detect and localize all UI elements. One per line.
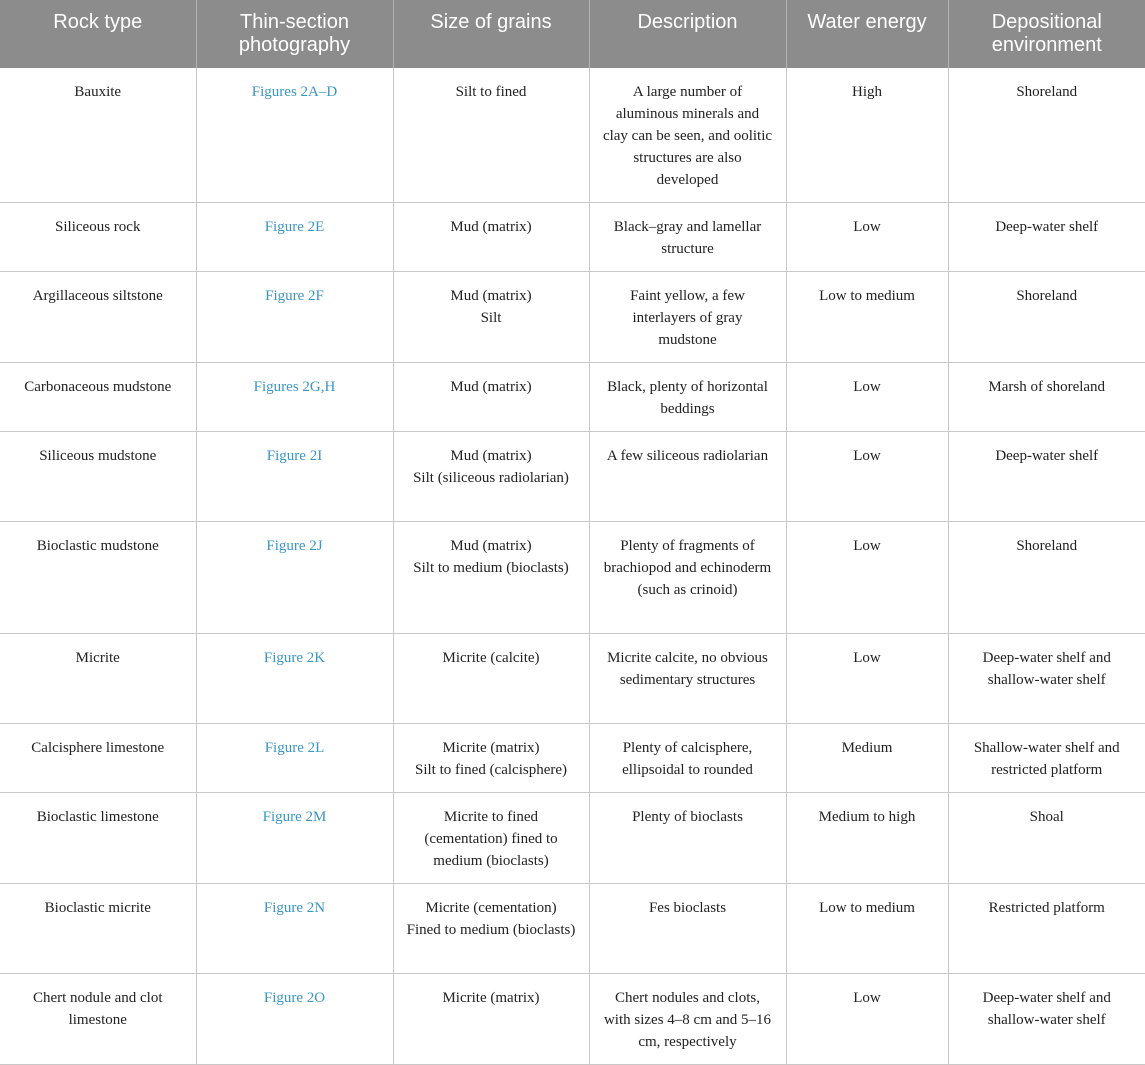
grain-size-cell: Mud (matrix) Silt bbox=[393, 272, 589, 363]
environment-cell: Restricted platform bbox=[948, 884, 1145, 974]
header-rock-type: Rock type bbox=[0, 0, 196, 68]
table-body bbox=[0, 68, 1145, 1065]
rock-type-cell: Micrite bbox=[0, 634, 196, 724]
description-cell: Plenty of fragments of brachiopod and echinoderm (such as crinoid) bbox=[589, 522, 786, 634]
rock-type-cell: Chert nodule and clot limestone bbox=[0, 974, 196, 1065]
figure-link[interactable]: Figure 2N bbox=[196, 884, 393, 974]
rock-type-cell: Bioclastic limestone bbox=[0, 793, 196, 884]
environment-cell: Deep-water shelf bbox=[948, 432, 1145, 522]
water-energy-cell: Low bbox=[786, 974, 948, 1065]
header-size-of-grains: Size of grains bbox=[393, 0, 589, 68]
description-cell: Plenty of calcisphere, ellipsoidal to rounded bbox=[589, 724, 786, 793]
header-water-energy: Water energy bbox=[786, 0, 948, 68]
figure-link[interactable]: Figure 2F bbox=[196, 272, 393, 363]
grain-size-cell: Mud (matrix) bbox=[393, 363, 589, 432]
water-energy-cell: Medium to high bbox=[786, 793, 948, 884]
environment-cell: Marsh of shoreland bbox=[948, 363, 1145, 432]
rock-type-cell: Bauxite bbox=[0, 68, 196, 203]
figure-link[interactable]: Figure 2O bbox=[196, 974, 393, 1065]
rock-type-cell: Bioclastic micrite bbox=[0, 884, 196, 974]
figure-link[interactable]: Figure 2K bbox=[196, 634, 393, 724]
description-cell: Fes bioclasts bbox=[589, 884, 786, 974]
figure-link[interactable]: Figures 2G,H bbox=[196, 363, 393, 432]
table-row bbox=[0, 884, 1145, 974]
description-cell: Chert nodules and clots, with sizes 4–8 cm and 5–16 cm, respectively bbox=[589, 974, 786, 1065]
environment-cell: Shoreland bbox=[948, 522, 1145, 634]
description-cell: Micrite calcite, no obvious sedimentary structures bbox=[589, 634, 786, 724]
environment-cell: Deep-water shelf bbox=[948, 203, 1145, 272]
figure-link[interactable]: Figure 2E bbox=[196, 203, 393, 272]
water-energy-cell: Low to medium bbox=[786, 272, 948, 363]
water-energy-cell: Low bbox=[786, 634, 948, 724]
grain-size-cell: Mud (matrix) bbox=[393, 203, 589, 272]
grain-size-cell: Micrite (matrix) Silt to fined (calcisphere) bbox=[393, 724, 589, 793]
header-description: Description bbox=[589, 0, 786, 68]
rock-type-cell: Siliceous rock bbox=[0, 203, 196, 272]
table-row bbox=[0, 522, 1145, 634]
rock-type-cell: Argillaceous siltstone bbox=[0, 272, 196, 363]
description-cell: Plenty of bioclasts bbox=[589, 793, 786, 884]
figure-link[interactable]: Figure 2M bbox=[196, 793, 393, 884]
figure-link[interactable]: Figures 2A–D bbox=[196, 68, 393, 203]
water-energy-cell: Low bbox=[786, 522, 948, 634]
rock-type-cell: Calcisphere limestone bbox=[0, 724, 196, 793]
table-row bbox=[0, 724, 1145, 793]
description-cell: Black–gray and lamellar structure bbox=[589, 203, 786, 272]
grain-size-cell: Mud (matrix) Silt to medium (bioclasts) bbox=[393, 522, 589, 634]
rock-type-cell: Bioclastic mudstone bbox=[0, 522, 196, 634]
description-cell: A large number of aluminous minerals and clay can be seen, and oolitic structures are also developed bbox=[589, 68, 786, 203]
table-row bbox=[0, 793, 1145, 884]
environment-cell: Shoreland bbox=[948, 272, 1145, 363]
environment-cell: Shallow-water shelf and restricted platform bbox=[948, 724, 1145, 793]
environment-cell: Shoreland bbox=[948, 68, 1145, 203]
grain-size-cell: Micrite (calcite) bbox=[393, 634, 589, 724]
environment-cell: Shoal bbox=[948, 793, 1145, 884]
table-row bbox=[0, 203, 1145, 272]
grain-size-cell: Micrite (matrix) bbox=[393, 974, 589, 1065]
water-energy-cell: Low to medium bbox=[786, 884, 948, 974]
table-header bbox=[0, 0, 1145, 68]
rock-type-cell: Siliceous mudstone bbox=[0, 432, 196, 522]
grain-size-cell: Micrite (cementation) Fined to medium (bioclasts) bbox=[393, 884, 589, 974]
table-row bbox=[0, 272, 1145, 363]
water-energy-cell: Medium bbox=[786, 724, 948, 793]
grain-size-cell: Micrite to fined (cementation) fined to medium (bioclasts) bbox=[393, 793, 589, 884]
figure-link[interactable]: Figure 2I bbox=[196, 432, 393, 522]
table-row bbox=[0, 363, 1145, 432]
header-thin-section-photography: Thin-section photography bbox=[196, 0, 393, 68]
description-cell: Faint yellow, a few interlayers of gray mudstone bbox=[589, 272, 786, 363]
table-row bbox=[0, 974, 1145, 1065]
header-row bbox=[0, 0, 1145, 68]
grain-size-cell: Silt to fined bbox=[393, 68, 589, 203]
table-row bbox=[0, 68, 1145, 203]
table-row bbox=[0, 634, 1145, 724]
water-energy-cell: Low bbox=[786, 363, 948, 432]
header-depositional-environment: Depositional environment bbox=[948, 0, 1145, 68]
water-energy-cell: High bbox=[786, 68, 948, 203]
description-cell: Black, plenty of horizontal beddings bbox=[589, 363, 786, 432]
description-cell: A few siliceous radiolarian bbox=[589, 432, 786, 522]
environment-cell: Deep-water shelf and shallow-water shelf bbox=[948, 974, 1145, 1065]
water-energy-cell: Low bbox=[786, 432, 948, 522]
table-row bbox=[0, 432, 1145, 522]
rock-type-cell: Carbonaceous mudstone bbox=[0, 363, 196, 432]
water-energy-cell: Low bbox=[786, 203, 948, 272]
environment-cell: Deep-water shelf and shallow-water shelf bbox=[948, 634, 1145, 724]
figure-link[interactable]: Figure 2L bbox=[196, 724, 393, 793]
figure-link[interactable]: Figure 2J bbox=[196, 522, 393, 634]
grain-size-cell: Mud (matrix) Silt (siliceous radiolarian) bbox=[393, 432, 589, 522]
